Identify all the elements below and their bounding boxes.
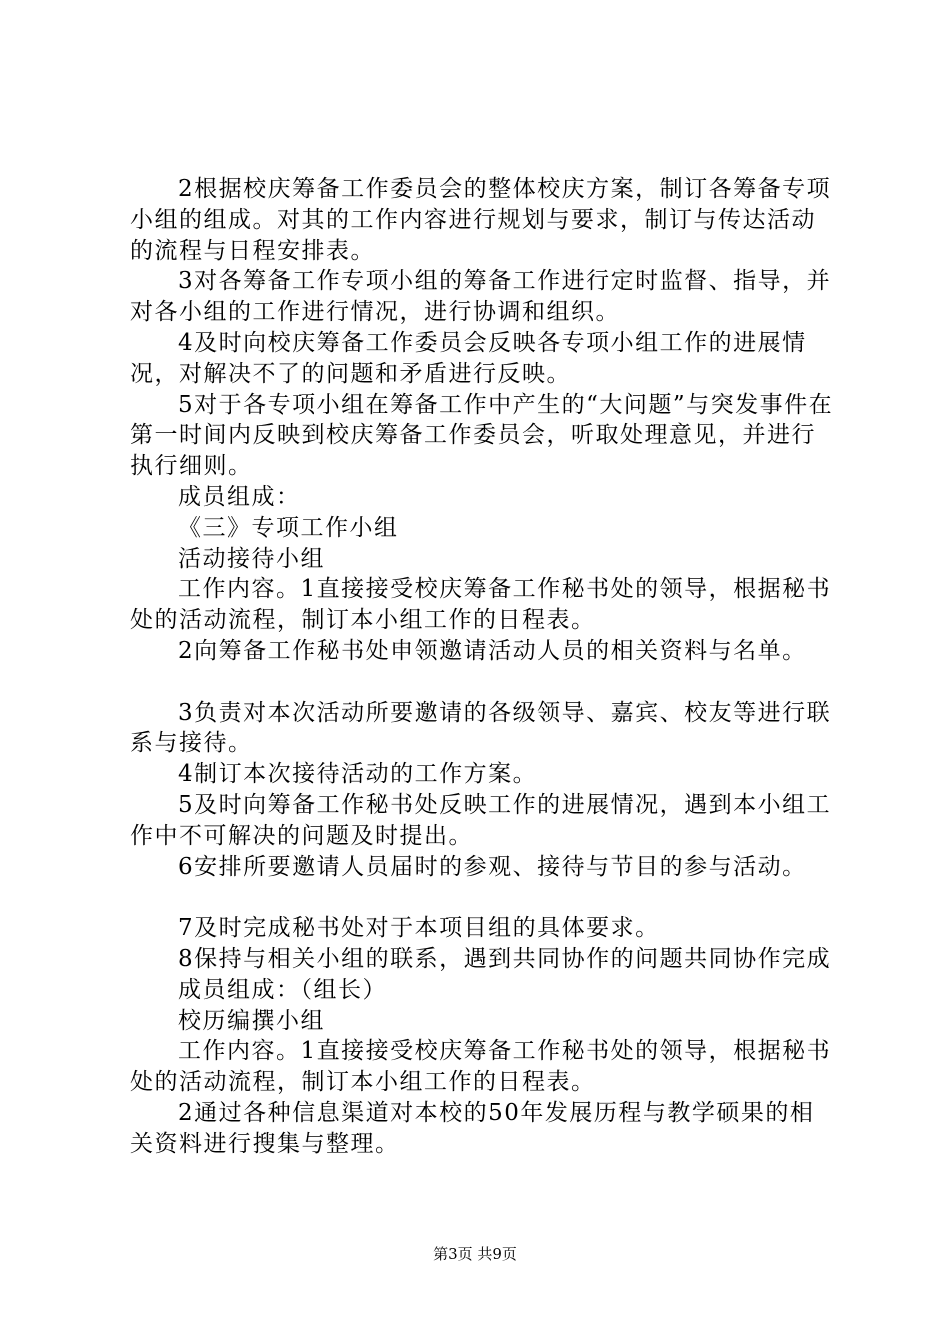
paragraph: 2根据校庆筹备工作委员会的整体校庆方案，制订各筹备专项小组的组成。对其的工作内容进行规划与要求，制订与传达活动的流程与日程安排表。: [130, 176, 832, 264]
paragraph: 校历编撰小组: [178, 1007, 325, 1034]
paragraph: 4及时向校庆筹备工作委员会反映各专项小组工作的进展情况，对解决不了的问题和矛盾进行反映。: [130, 329, 807, 387]
paragraph: 3负责对本次活动所要邀请的各级领导、嘉宾、校友等进行联系与接待。: [130, 699, 832, 757]
paragraph: 8保持与相关小组的联系，遇到共同协作的问题共同协作完成: [178, 945, 832, 972]
paragraph: 5及时向筹备工作秘书处反映工作的进展情况，遇到本小组工作中不可解决的问题及时提出。: [130, 791, 832, 849]
paragraph: 2通过各种信息渠道对本校的50年发展历程与教学硕果的相关资料进行搜集与整理。: [130, 1099, 815, 1157]
document-body: [130, 174, 834, 1160]
paragraph: 2向筹备工作秘书处申领邀请活动人员的相关资料与名单。: [178, 637, 807, 664]
paragraph: 4制订本次接待活动的工作方案。: [178, 761, 538, 788]
paragraph: 5对于各专项小组在筹备工作中产生的“大问题”与突发事件在第一时间内反映到校庆筹备工作委员会，听取处理意见，并进行执行细则。: [130, 391, 834, 480]
paragraph: 成员组成：: [178, 483, 301, 510]
paragraph: 7及时完成秘书处对于本项目组的具体要求。: [178, 915, 660, 942]
paragraph: 成员组成：（组长）: [178, 976, 387, 1003]
paragraph: 3对各筹备工作专项小组的筹备工作进行定时监督、指导，并对各小组的工作进行情况，进行协调和组织。: [130, 268, 832, 326]
paragraph: 工作内容。1直接接受校庆筹备工作秘书处的领导，根据秘书处的活动流程，制订本小组工作的日程表。: [130, 576, 832, 634]
paragraph: 工作内容。1直接接受校庆筹备工作秘书处的领导，根据秘书处的活动流程，制订本小组工作的日程表。: [130, 1038, 832, 1096]
paragraph: 6安排所要邀请人员届时的参观、接待与节目的参与活动。: [178, 853, 807, 880]
paragraph: 活动接待小组: [178, 545, 325, 572]
paragraph: 《三》专项工作小组: [178, 514, 399, 541]
page-footer: 第3页 共9页: [433, 1245, 517, 1263]
